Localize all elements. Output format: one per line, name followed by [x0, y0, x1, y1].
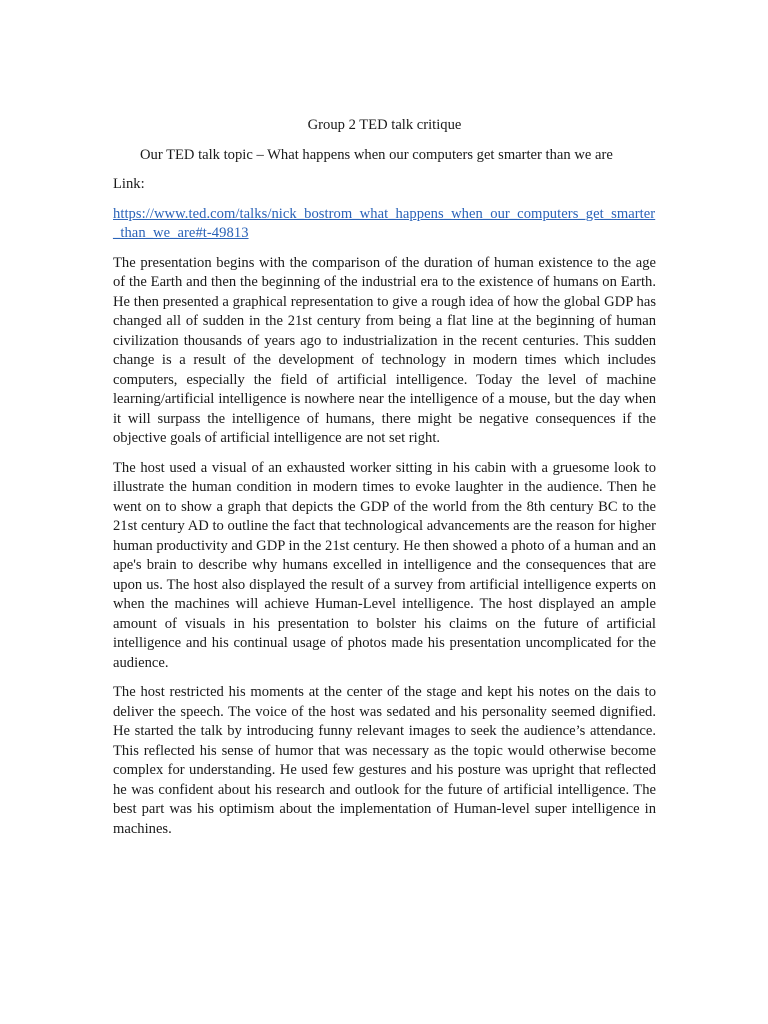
link-label: Link: — [113, 176, 145, 192]
document-body — [113, 116, 656, 849]
paragraph-presentation-summary: The presentation begins with the comparison of the duration of human existence to the age of the Earth and then the beginning of the industrial era to the existence of humans on Earth. He then presented a graphical representation to give a rough idea of how the global GDP has changed all of sudden in the 21st century from being a flat line at the beginning of human civilization thousands of years ago to industrialization in the recent centuries. This sudden change is a result of the development of technology in modern times which includes computers, especially the field of artificial intelligence. Today the level of machine learning/artificial intelligence is nowhere near the intelligence of a mouse, but the day when it will surpass the intelligence of humans, there might be negative consequences if the objective goals of artificial intelligence are not set right. — [113, 254, 656, 446]
talk-topic: Our TED talk topic – What happens when our computers get smarter than we are — [140, 146, 613, 163]
document-title: Group 2 TED talk critique — [307, 117, 462, 133]
paragraph-delivery-critique: The host restricted his moments at the center of the stage and kept his notes on the dais to deliver the speech. The voice of the host was sedated and his personality seemed dignified. He started the talk by introducing funny relevant images to seek the audience’s attendance. This reflected his sense of humor that was necessary as the topic would otherwise become complex for understanding. He used few gestures and his posture was upright that reflected he was confident about his research and outlook for the future of artificial intelligence. The best part was his optimism about the implementation of Human-level super intelligence in machines. — [113, 684, 656, 837]
ted-talk-link[interactable]: https://www.ted.com/talks/nick_bostrom_what_happens_when_our_computers_get_smarter_than_we_are#t-49813 — [113, 205, 656, 241]
paragraph-visuals-critique: The host used a visual of an exhausted worker sitting in his cabin with a gruesome look to illustrate the human condition in modern times to evoke laughter in the audience. Then he went on to show a graph that depicts the GDP of the world from the 8th century BC to the 21st century AD to outline the fact that technological advancements are the reason for higher human productivity and GDP in the 21st century. He then showed a photo of a human and an ape's brain to describe why humans excelled in intelligence and the consequences that are upon us. The host also displayed the result of a survey from artificial intelligence experts on when the machines will achieve Human-Level intelligence. The host displayed an ample amount of visuals in his presentation to bolster his claims on the future of artificial intelligence and his continual usage of photos made his presentation uncomplicated for the audience. — [113, 459, 656, 671]
